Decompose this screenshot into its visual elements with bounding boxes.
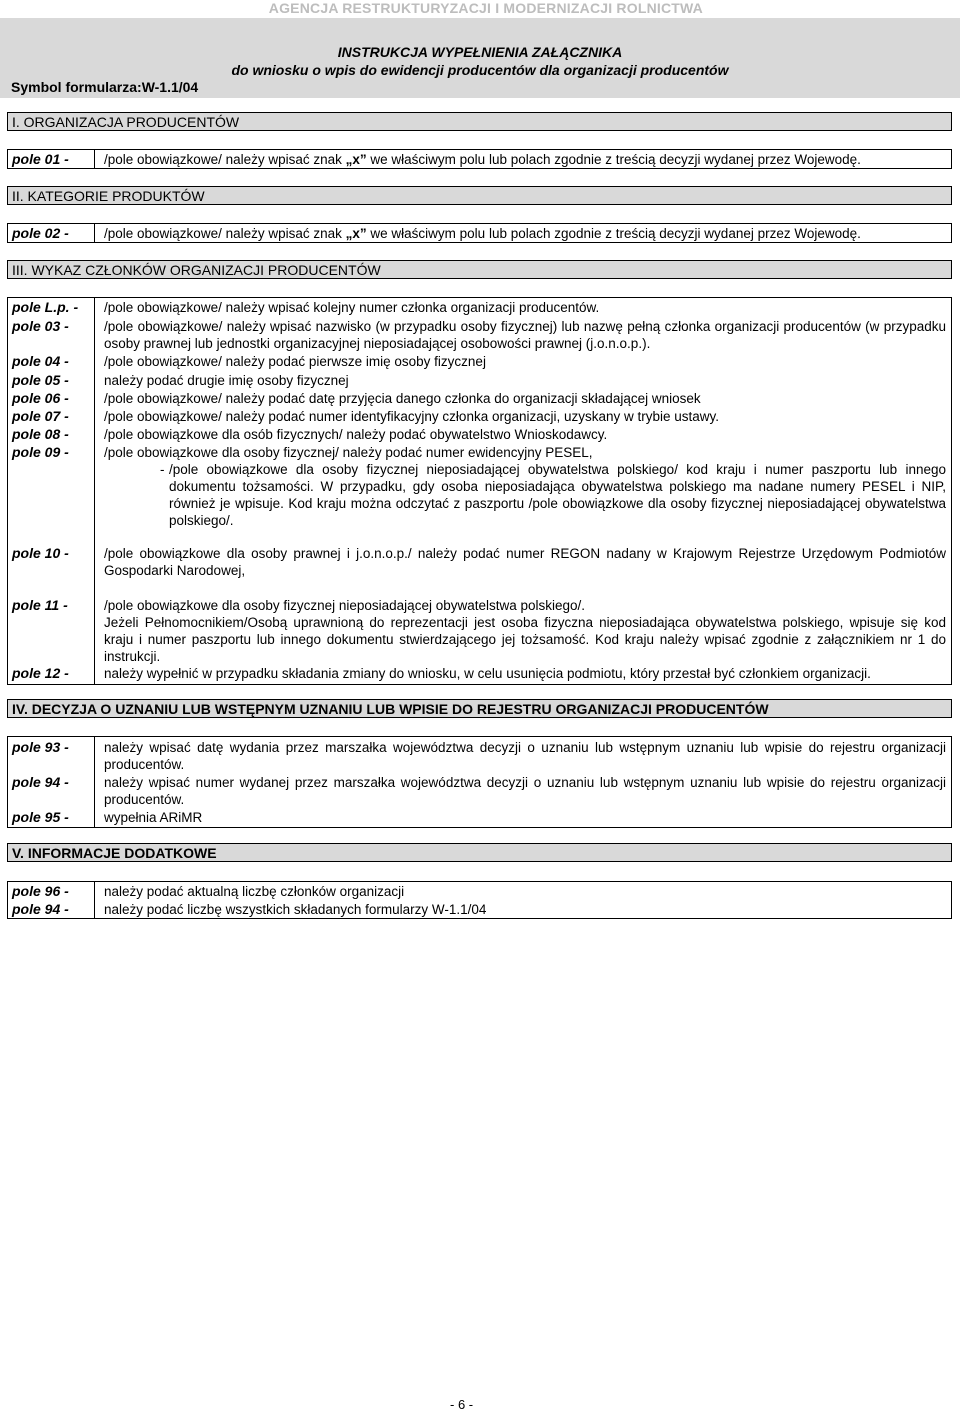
field-description: [104, 151, 861, 168]
field-description: należy podać drugie imię osoby fizycznej: [104, 373, 349, 388]
field-text: we właściwym polu lub polach zgodnie z treścią decyzji wydanej przez Wojewodę.: [366, 152, 861, 167]
field-label: pole 02 -: [12, 225, 69, 241]
field-label: pole 03 -: [12, 318, 69, 334]
field-description: /pole obowiązkowe dla osoby prawnej i j.o.n.o.p./ należy podać numer REGON nadany w Krajowym Rejestrze Urzędowym Podmiotów Gospodarki Narodowej,: [104, 546, 946, 578]
section-2-heading: II. KATEGORIE PRODUKTÓW: [7, 186, 952, 205]
column-divider: [94, 737, 95, 827]
field-description: należy wpisać datę wydania przez marszałka województwa decyzji o uznaniu lub wstępnym uznaniu lub wpisie do rejestru organizacji producentów.: [104, 740, 946, 772]
field-description: /pole obowiązkowe/ należy wpisać nazwisko (w przypadku osoby fizycznej) lub nazwę pełną członka organizacji producentów (w przypadku osoby prawnej lub jednostki organizacyjnej nieposiadającej osobowości prawnej (j.o.n.o.p.).: [104, 319, 946, 351]
column-divider: [94, 882, 95, 918]
field-description: należy wpisać numer wydanej przez marszałka województwa decyzji o uznaniu lub wstępnym uznaniu lub wpisie do rejestru organizacji producentów.: [104, 775, 946, 807]
field-description: /pole obowiązkowe dla osoby fizycznej/ należy podać numer ewidencyjny PESEL,: [104, 445, 593, 460]
field-label: pole 04 -: [12, 353, 69, 369]
section-3-heading: III. WYKAZ CZŁONKÓW ORGANIZACJI PRODUCENTÓW: [7, 260, 952, 279]
field-label: pole 94 -: [12, 774, 69, 790]
column-divider: [94, 298, 95, 684]
document-subtitle: do wniosku o wpis do ewidencji producentów dla organizacji producentów: [231, 62, 729, 78]
field-description: należy podać aktualną liczbę członków organizacji: [104, 884, 405, 899]
field-text: /pole obowiązkowe/ należy wpisać znak: [104, 152, 346, 167]
field-label: pole 96 -: [12, 883, 69, 899]
column-divider: [94, 224, 95, 242]
field-label: pole 06 -: [12, 390, 69, 406]
form-symbol: Symbol formularza:W-1.1/04: [11, 79, 199, 95]
field-label: pole 93 -: [12, 739, 69, 755]
field-description: /pole obowiązkowe dla osoby fizycznej nieposiadającej obywatelstwa polskiego/.: [104, 598, 586, 613]
field-label: pole 11 -: [12, 597, 68, 613]
x-mark: „x”: [345, 152, 367, 167]
field-label: pole 07 -: [12, 408, 69, 424]
section-4-heading: IV. DECYZJA O UZNANIU LUB WSTĘPNYM UZNANIU LUB WPISIE DO REJESTRU ORGANIZACJI PRODUCENTÓW: [7, 699, 952, 718]
field-description: należy wypełnić w przypadku składania zmiany do wniosku, w celu usunięcia podmiotu, który przestał być członkiem organizacji.: [104, 666, 871, 681]
field-description: należy podać liczbę wszystkich składanych formularzy W-1.1/04: [104, 902, 487, 917]
x-mark: „x”: [345, 226, 367, 241]
field-label: pole 08 -: [12, 426, 69, 442]
section-1-heading: I. ORGANIZACJA PRODUCENTÓW: [7, 112, 952, 131]
field-label: pole 09 -: [12, 444, 69, 460]
section-4-box: [7, 736, 952, 828]
field-description: wypełnia ARiMR: [104, 810, 203, 825]
list-dash: -: [160, 462, 165, 477]
field-description: /pole obowiązkowe/ należy wpisać kolejny numer członka organizacji producentów.: [104, 300, 600, 315]
document-title: INSTRUKCJA WYPEŁNIENIA ZAŁĄCZNIKA: [337, 44, 623, 60]
column-divider: [94, 150, 95, 168]
field-label: pole 05 -: [12, 372, 69, 388]
section-1-box: [7, 149, 952, 169]
agency-name: AGENCJA RESTRUKTURYZACJI I MODERNIZACJI ROLNICTWA: [268, 0, 703, 16]
field-description-2: Jeżeli Pełnomocnikiem/Osobą uprawnioną do reprezentacji jest osoba fizyczna nieposiadająca obywatelstwa polskiego, wpisuje się kod kraju i numer paszportu lub innego dokumentu stwierdzającego jej tożsamość. Kod kraju należy wpisać zgodnie z załącznikiem nr 1 do instrukcji.: [104, 615, 946, 664]
section-5-box: [7, 881, 952, 919]
section-3-box: [7, 297, 952, 685]
section-5-heading: V. INFORMACJE DODATKOWE: [7, 843, 952, 862]
field-label: pole 10 -: [12, 545, 69, 561]
field-label: pole 12 -: [12, 665, 69, 681]
field-description: /pole obowiązkowe dla osób fizycznych/ należy podać obywatelstwo Wnioskodawcy.: [104, 427, 608, 442]
field-label: pole 95 -: [12, 809, 69, 825]
field-description: /pole obowiązkowe/ należy podać datę przyjęcia danego członka do organizacji składającej wniosek: [104, 391, 701, 406]
field-label: pole 94 -: [12, 901, 69, 917]
page-number: - 6 -: [450, 1397, 474, 1412]
field-text: /pole obowiązkowe/ należy wpisać znak: [104, 226, 346, 241]
field-text: we właściwym polu lub polach zgodnie z treścią decyzji wydanej przez Wojewodę.: [366, 226, 861, 241]
section-2-box: [7, 223, 952, 243]
field-description: /pole obowiązkowe/ należy podać pierwsze imię osoby fizycznej: [104, 354, 486, 369]
field-label: pole 01 -: [12, 151, 69, 167]
field-sub-description: /pole obowiązkowe dla osoby fizycznej nieposiadającej obywatelstwa polskiego/ kod kraju i numer paszportu lub innego dokumentu tożsamości. W przypadku, gdy osoba nieposiadająca obywatelstwa polskiego ma nadane numery PESEL i NIP, również je wpisuje. Kod kraju można odczytać z paszportu /pole obowiązkowe dla osoby fizycznej nieposiadającej obywatelstwa polskiego/.: [169, 462, 946, 528]
field-label: pole L.p. -: [12, 299, 79, 315]
field-description: /pole obowiązkowe/ należy podać numer identyfikacyjny członka organizacji, uzyskany w trybie ustawy.: [104, 409, 720, 424]
field-description: [104, 225, 861, 242]
